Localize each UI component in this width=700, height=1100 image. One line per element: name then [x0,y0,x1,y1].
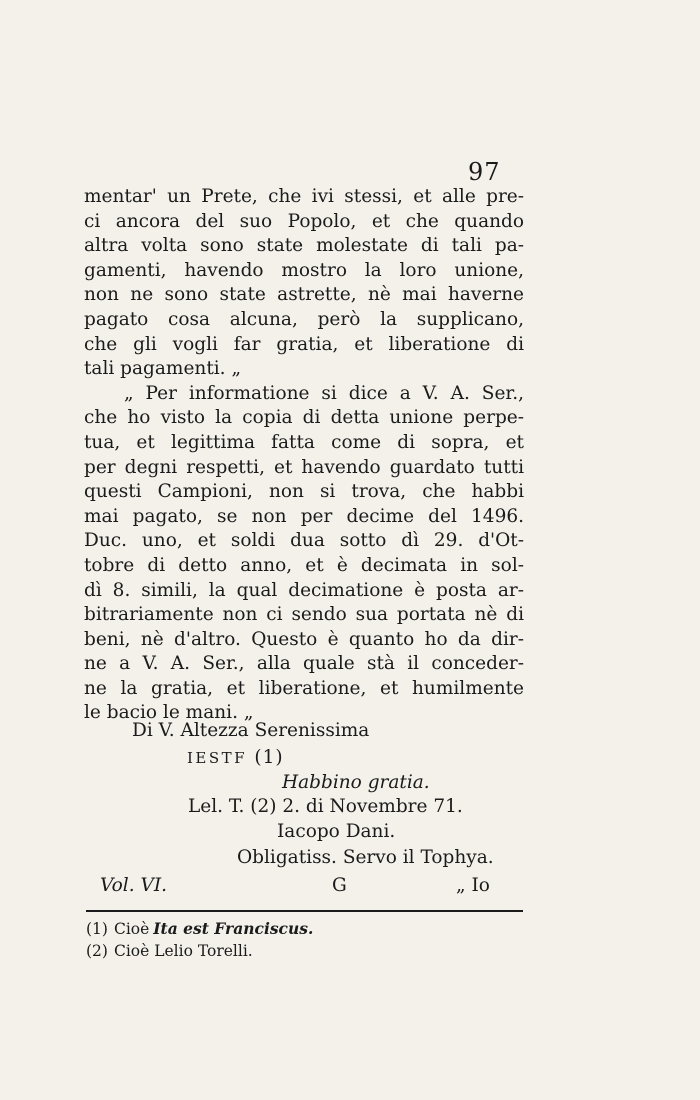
text-line: tobre di detto anno, et è decimata in sol- [84,554,524,576]
signature-line [100,874,500,898]
iestf-line [84,746,627,771]
obligatiss-line: Obligatiss. Servo il Tophya. [237,847,494,868]
text-line: tali pagamenti. „ [84,358,242,380]
footnote-marker: (2) [86,942,108,960]
catchword: „ Io [456,875,490,896]
text-line: „ Per informatione si dice a V. A. Ser., [124,382,524,404]
text-line: tua, et legittima fatta come di sopra, et [84,431,524,453]
footnotes [86,918,313,962]
text-line: Duc. uno, et soldi dua sotto dì 29. d'Ot- [84,530,524,552]
habbino-gratia: Habbino gratia. [282,772,430,793]
text-line: che ho visto la copia di detta unione perpe- [84,407,524,429]
footnote-2 [86,940,313,962]
page-number: 97 [468,158,501,186]
text-line: pagato cosa alcuna, però la supplicano, [84,308,524,330]
text-line: altra volta sono state molestate di tali pa- [84,235,524,257]
volume-label: Vol. VI. [100,875,168,896]
text-line: per degni respetti, et havendo guardato tutti [84,456,524,478]
text-line: gamenti, havendo mostro la loro unione, [84,259,524,281]
salutation: Di V. Altezza Serenissima [132,720,370,741]
main-text-block [84,185,524,726]
text-line: non ne sono state astrette, nè mai haverne [84,284,524,306]
text-line: ne la gratia, et liberatione, et humilmente [84,677,524,699]
footnote-text: Cioè Lelio Torelli. [113,942,253,960]
text-line: mentar' un Prete, che ivi stessi, et alle pre- [84,186,524,207]
text-line: mai pagato, se non per decime del 1496. [84,505,524,527]
text-line: questi Campioni, non si trova, che habbi [84,481,524,503]
footnote-emphasis: Ita est Franciscus. [153,919,314,938]
lelio-line: Lel. T. (2) 2. di Novembre 71. [188,796,463,817]
text-line: dì 8. simili, la qual decimatione è posta ar- [84,579,524,601]
text-line: ci ancora del suo Popolo, et che quando [84,210,524,232]
footnote-ref: (1) [254,747,284,768]
text-line: ne a V. A. Ser., alla quale stà il conceder- [84,653,524,675]
iacopo-dani: Iacopo Dani. [277,821,396,842]
footnote-1 [86,918,313,940]
text-line: bitrariamente non ci sendo sua portata nè di [84,604,524,626]
text-line: che gli vogli far gratia, et liberatione di [84,333,524,355]
footnote-marker: (1) [86,920,108,938]
iestf-text: IESTF [187,749,248,767]
text-line: le bacio le mani. „ [84,702,254,724]
signature-mark: G [332,875,347,896]
footnote-text: Cioè [113,920,150,938]
footnote-divider [86,910,523,912]
text-line: beni, nè d'altro. Questo è quanto ho da dir- [84,628,524,650]
